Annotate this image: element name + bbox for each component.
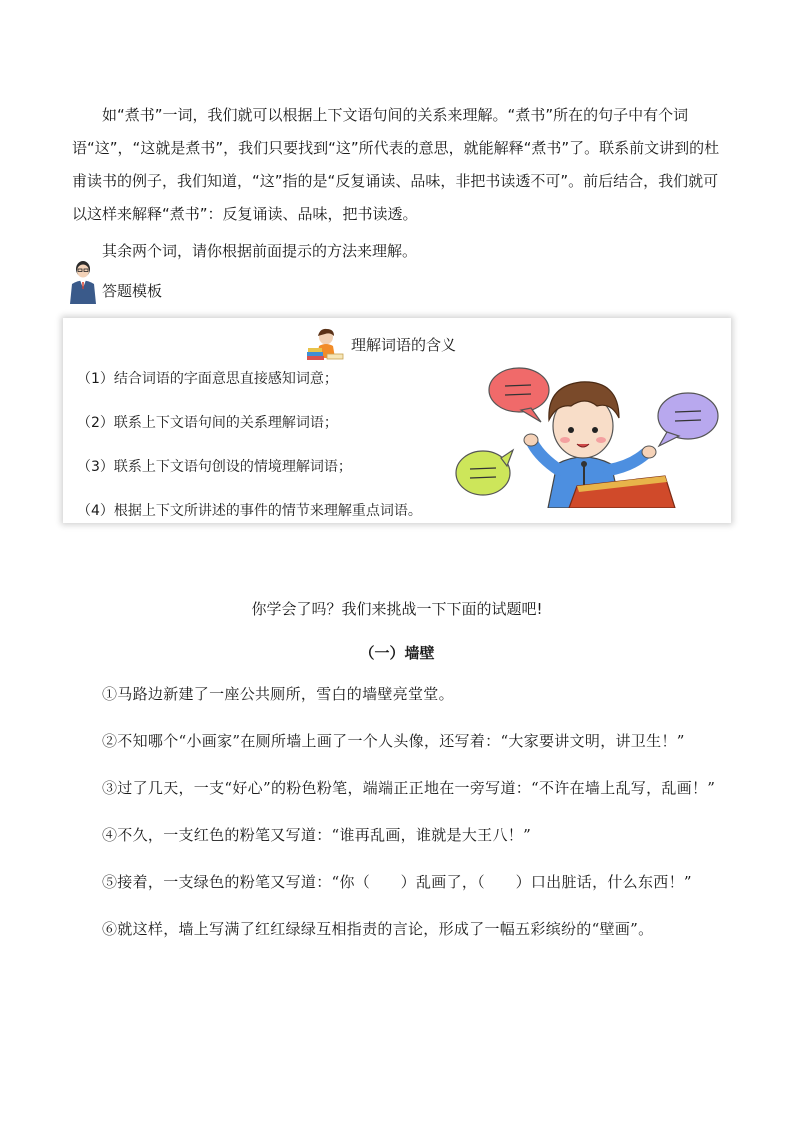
template-label-text: 答题模板 [102, 282, 163, 300]
step-item: （2）联系上下文语句间的关系理解词语； [77, 415, 338, 431]
story-paragraph: ①马路边新建了一座公共厕所，雪白的墙壁亮堂堂。 [102, 685, 454, 703]
intro-text [72, 99, 732, 231]
story-paragraph: ③过了几天，一支“好心”的粉色粉笔，端端正正地在一旁写道：“不许在墙上乱写，乱画！” [102, 779, 716, 797]
teacher-icon [66, 258, 100, 304]
intro-paragraph: 如“煮书”一词，我们就可以根据上下文语句间的关系来理解。“煮书”所在的句子中有个词语“这”，“这就是煮书”，我们只要找到“这”所代表的意思，就能解释“煮书”了。联系前文讲到的杜甫读书的例子，我们知道，“这”指的是“反复诵读、品味，非把书读透不可”。前后结合，我们就可以这样来解释“煮书”：反复诵读、品味，把书读透。 [72, 106, 720, 223]
speaking-boy-illustration [453, 358, 728, 508]
story-text [72, 680, 748, 962]
step-item: （4）根据上下文所讲述的事件的情节来理解重点词语。 [77, 503, 422, 519]
story-paragraph: ⑤接着，一支绿色的粉笔又写道：“你（ ）乱画了，（ ）口出脏话，什么东西！” [102, 873, 692, 891]
answer-template-box [63, 318, 731, 523]
box-title [305, 326, 456, 362]
student-reading-icon [305, 326, 347, 362]
box-title-text: 理解词语的含义 [351, 335, 457, 354]
template-label [66, 258, 162, 304]
instruction-paragraph: 其余两个词，请你根据前面提示的方法来理解。 [102, 242, 418, 260]
story-paragraph: ④不久，一支红色的粉笔又写道：“谁再乱画，谁就是大王八！” [102, 826, 532, 844]
challenge-prompt: 你学会了吗？我们来挑战一下下面的试题吧! [251, 600, 543, 618]
section-title: （一）墙壁 [359, 644, 435, 662]
story-paragraph: ⑥就这样，墙上写满了红红绿绿互相指责的言论，形成了一幅五彩缤纷的“壁画”。 [102, 920, 654, 938]
step-item: （1）结合词语的字面意思直接感知词意； [77, 371, 338, 387]
step-item: （3）联系上下文语句创设的情境理解词语； [77, 459, 352, 475]
story-paragraph: ②不知哪个“小画家”在厕所墙上画了一个人头像，还写着：“大家要讲文明，讲卫生！” [102, 732, 685, 750]
step-list [77, 368, 422, 523]
